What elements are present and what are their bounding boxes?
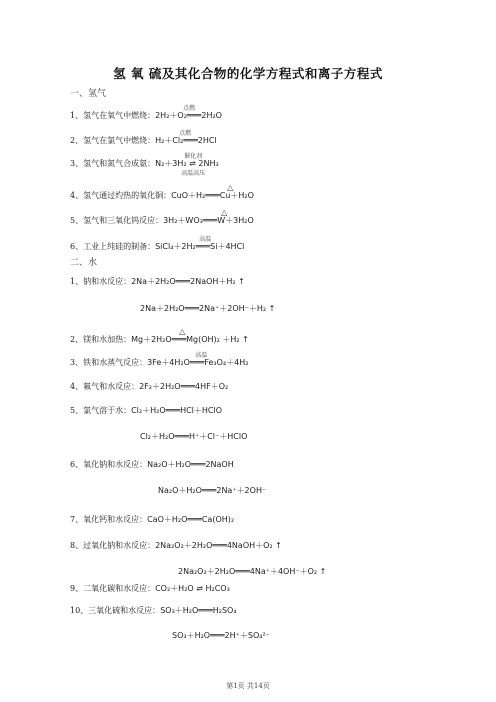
equation-row xyxy=(70,459,234,470)
equation-label: 3、氢气和氮气合成氨： xyxy=(70,159,156,168)
ionic-equation-row xyxy=(140,303,275,314)
equation: 高温 3Fe＋4H₂O═══Fe₃O₄＋4H₂ xyxy=(147,352,249,367)
ionic-equation-row xyxy=(178,566,326,577)
ionic-equation: Na₂O＋H₂O═══2Na⁺＋2OH⁻ xyxy=(158,486,267,495)
equation-row xyxy=(70,583,230,594)
equation-label: 3、铁和水蒸气反应： xyxy=(70,358,148,367)
section-heading-hydrogen: 一、氢气 xyxy=(70,89,107,99)
condition-label: 高温高压 xyxy=(181,170,206,177)
equation: 催化剂 N₂＋3H₂ ⇌ 2NH₃ 高温高压 xyxy=(155,153,219,177)
equation-label: 1、钠和水反应： xyxy=(70,277,132,286)
equation: △ 3H₂＋WO₃═══W＋3H₂O xyxy=(163,208,254,225)
ionic-equation: SO₃＋H₂O═══2H⁺＋SO₄²⁻ xyxy=(172,631,270,640)
equation-row xyxy=(70,153,219,177)
equation: Cl₂＋H₂O═══HCl＋HClO xyxy=(131,406,223,415)
equation-label: 6、氧化钠和水反应： xyxy=(70,460,148,469)
ionic-equation-row xyxy=(140,431,247,442)
equation: △ CuO＋H₂═══Cu＋H₂O xyxy=(171,183,254,200)
equation: 高温 SiCl₄＋2H₂═══Si＋4HCl xyxy=(155,236,245,251)
equation: △ Mg＋2H₂O═══Mg(OH)₂ ＋H₂ ↑ xyxy=(131,327,249,344)
equation: 点燃 H₂＋Cl₂═══2HCl xyxy=(155,130,217,145)
equation-label: 2、氢气在氯气中燃烧： xyxy=(70,136,156,145)
ionic-equation: 2Na₂O₂＋2H₂O═══4Na⁺＋4OH⁻＋O₂ ↑ xyxy=(178,567,327,576)
condition-label: 高温 xyxy=(199,236,212,243)
equation-label: 8、过氧化钠和水反应： xyxy=(70,541,156,550)
equation: 2Na＋2H₂O═══2NaOH＋H₂ ↑ xyxy=(131,277,245,286)
page-footer: 第1页 共14页 xyxy=(226,682,270,690)
equation-row xyxy=(70,105,222,121)
equation-label: 2、镁和水加热： xyxy=(70,335,132,344)
ionic-equation: 2Na＋2H₂O═══2Na⁺＋2OH⁻＋H₂ ↑ xyxy=(140,304,276,313)
equation: 点燃 2H₂＋O₂═══2H₂O xyxy=(155,105,222,120)
heat-symbol: △ xyxy=(227,183,234,192)
equation-row xyxy=(70,130,217,146)
ionic-equation-row xyxy=(172,630,270,641)
condition-label: 高温 xyxy=(195,352,208,359)
heat-symbol: △ xyxy=(179,327,186,336)
equation-row xyxy=(70,276,245,287)
condition-label: 点燃 xyxy=(183,105,196,112)
equation: 2F₂＋2H₂O═══4HF＋O₂ xyxy=(139,382,229,391)
equation-row xyxy=(70,208,254,226)
equation-row xyxy=(70,405,222,416)
ionic-equation: Cl₂＋H₂O═══H⁺＋Cl⁻＋HClO xyxy=(140,432,248,441)
condition-label: 点燃 xyxy=(179,130,192,137)
equation-row xyxy=(70,352,249,368)
equation: CO₂＋H₂O ⇌ H₂CO₃ xyxy=(155,584,230,593)
equation-label: 6、工业上纯硅的制备： xyxy=(70,242,156,251)
equation: CaO＋H₂O═══Ca(OH)₂ xyxy=(147,515,235,524)
equation: SO₃＋H₂O═══H₂SO₄ xyxy=(160,606,237,615)
equation-row xyxy=(70,514,234,525)
equation: 2Na₂O₂＋2H₂O═══4NaOH＋O₂ ↑ xyxy=(155,541,282,550)
ionic-equation-row xyxy=(158,485,266,496)
equation-label: 5、氯气溶于水： xyxy=(70,406,132,415)
page-title: 氢 氧 硫及其化合物的化学方程式和离子方程式 xyxy=(113,66,383,81)
equation-row xyxy=(70,236,245,252)
equation-label: 7、氧化钙和水反应： xyxy=(70,515,148,524)
equation-label: 4、氟气和水反应： xyxy=(70,382,140,391)
equation-label: 1、氢气在氧气中燃烧： xyxy=(70,111,156,120)
equation-label: 4、氢气通过灼热的氧化铜： xyxy=(70,191,172,200)
equation-row xyxy=(70,540,282,551)
heat-symbol: △ xyxy=(221,208,228,217)
equation-label: 5、氢气和三氧化钨反应： xyxy=(70,216,164,225)
equation-row xyxy=(70,605,237,616)
equation-label: 9、二氧化碳和水反应： xyxy=(70,584,156,593)
section-heading-water: 二、水 xyxy=(70,258,98,268)
equation: Na₂O＋H₂O═══2NaOH xyxy=(147,460,234,469)
equation-label: 10、三氧化硫和水反应： xyxy=(70,606,161,615)
equation-row xyxy=(70,183,254,201)
condition-label: 催化剂 xyxy=(184,153,203,160)
equation-row xyxy=(70,327,249,345)
equation-row xyxy=(70,381,228,392)
